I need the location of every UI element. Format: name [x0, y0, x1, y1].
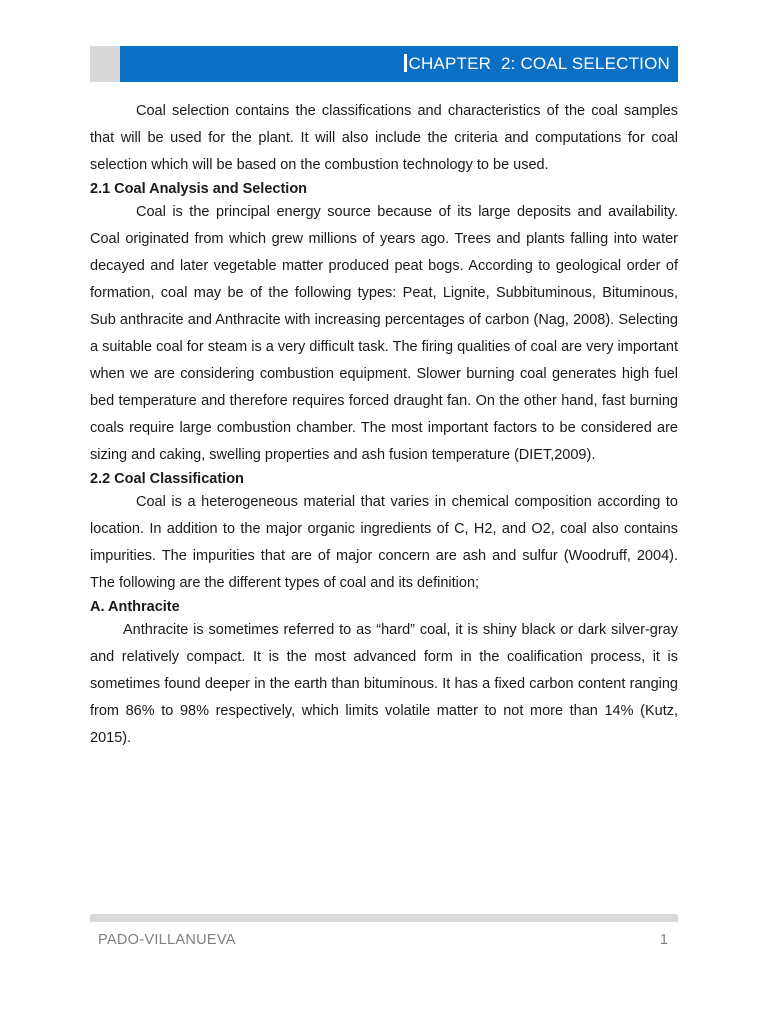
section-2-1-paragraph: Coal is the principal energy source because of its large deposits and availability. Coal originated from which grew millions of years ago. Trees and plants falling into water decayed and later vegetable matter produced peat bogs. According to geological order of formation, coal may be of the following types: Peat, Lignite, Subbituminous, Bituminous, Sub anthracite and Anthracite with increasing percentages of carbon (Nag, 2008). Selecting a suitable coal for steam is a very difficult task. The firing qualities of coal are very important when we are considering combustion equipment. Slower burning coal generates high fuel bed temperature and therefore requires forced draught fan. On the other hand, fast burning coals require large combustion chamber. The most important factors to be considered are sizing and caking, swelling properties and ash fusion temperature (DIET,2009).	[90, 204, 678, 463]
chapter-title	[404, 46, 670, 82]
section-heading-anthracite: A. Anthracite	[90, 599, 180, 615]
chapter-header-bar	[120, 46, 678, 82]
section-heading-2-1: 2.1 Coal Analysis and Selection	[90, 181, 308, 197]
section-heading-2-2: 2.2 Coal Classification	[90, 471, 244, 487]
section-2-2-paragraph: Coal is a heterogeneous material that varies in chemical composition according to location. In addition to the major organic ingredients of C, H2, and O2, coal also contains impurities. The impurities that are of major concern are ash and sulfur (Woodruff, 2004). The following are the different types of coal and its definition;	[90, 494, 678, 591]
chapter-title-text: CHAPTER 2: COAL SELECTION	[408, 54, 670, 73]
intro-paragraph: Coal selection contains the classifications and characteristics of the coal samples that will be used for the plant. It will also include the criteria and computations for coal selection which will be based on the combustion technology to be used.	[90, 103, 678, 173]
anthracite-paragraph: Anthracite is sometimes referred to as “hard” coal, it is shiny black or dark silver-gray and relatively compact. It is the most advanced form in the coalification process, it is sometimes found deeper in the earth than bituminous. It has a fixed carbon content ranging from 86% to 98% respectively, which limits volatile matter to not more than 14% (Kutz, 2015).	[90, 622, 678, 746]
footer-divider	[90, 914, 678, 922]
page-body	[90, 98, 678, 752]
footer-author: PADO-VILLANUEVA	[98, 932, 236, 948]
header-accent-block	[90, 46, 120, 82]
page-number: 1	[659, 932, 668, 948]
